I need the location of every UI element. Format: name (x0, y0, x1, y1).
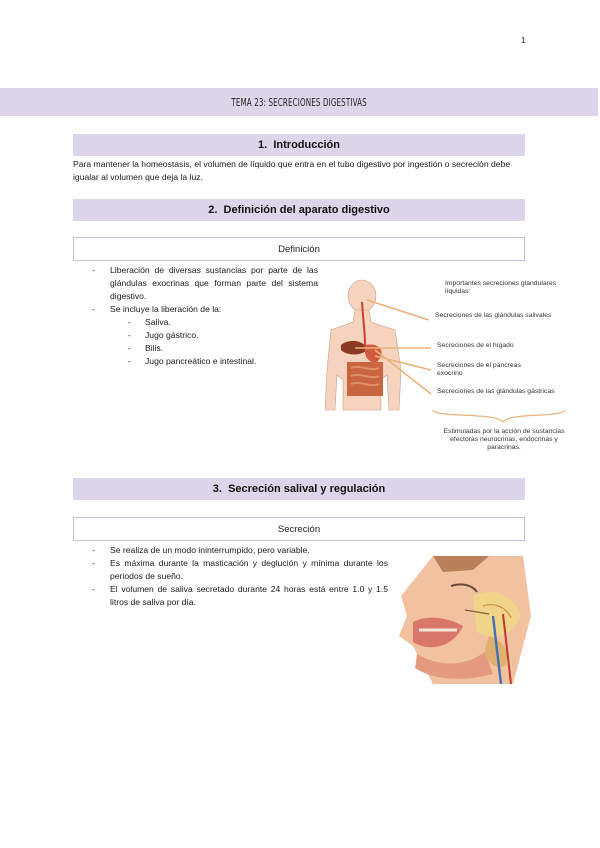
secrecion-list (90, 544, 388, 609)
section-number: 2. (208, 204, 218, 216)
list-item: - Se incluye la liberación de la: (90, 303, 318, 316)
list-item: - El volumen de saliva secretado durante 24 horas está entre 1.0 y 1.5 litros de saliva por día. (90, 583, 388, 609)
section-title: Definición del aparato digestivo (223, 204, 390, 216)
list-item: - Jugo gástrico. (90, 329, 320, 342)
definicion-heading: Definición (278, 243, 320, 255)
section-title: Secreción salival y regulación (228, 483, 386, 495)
document-title-band (0, 88, 598, 116)
section-heading-definicion (73, 199, 525, 221)
definicion-sublist (90, 316, 320, 368)
list-item: - Es máxima durante la masticación y deglución y mínima durante los periodos de sueño. (90, 557, 388, 583)
list-item: - Jugo pancreático e intestinal. (90, 355, 320, 368)
section-number: 3. (212, 483, 222, 495)
digestive-system-figure (325, 270, 570, 465)
section-number: 1. (258, 139, 268, 151)
section-heading-introduccion (73, 134, 525, 156)
intro-paragraph: Para mantener la homeostasis, el volumen de líquido que entra en el tubo digestivo por ingestión o secreción debe igualar al volumen que deja la luz. (73, 159, 511, 182)
figure-label-gastricas: Secreciones de las glándulas gástricas (437, 388, 555, 395)
section-heading-secrecion-salival (73, 478, 525, 500)
figure-label-higado: Secreciones de el hígado (437, 342, 514, 349)
figure-label-pancreas: Secreciones de el páncreas exocrino (437, 362, 521, 377)
definicion-list (90, 264, 318, 316)
list-item: - Se realiza de un modo ininterrumpido, pero variable. (90, 544, 388, 557)
figure-header: Importantes secreciones glandulares líquidas: (445, 280, 557, 295)
salivary-glands-illustration (393, 556, 533, 684)
definicion-heading-box (73, 237, 525, 261)
list-item: - Saliva. (90, 316, 320, 329)
list-item: - Bilis. (90, 342, 320, 355)
document-title: TEMA 23: SECRECIONES DIGESTIVAS (231, 95, 367, 109)
pointer-salivales (367, 300, 429, 320)
secrecion-heading: Secreción (277, 523, 321, 535)
secrecion-heading-box (73, 517, 525, 541)
figure-footer: Estimuladas por la acción de sustancias efectoras neurocrinas, endocrinas y paracrinas. (443, 428, 565, 451)
digestive-system-illustration (325, 270, 570, 465)
salivary-glands-figure (393, 556, 533, 684)
figure-brace (433, 410, 565, 422)
section-title: Introducción (273, 139, 340, 151)
page-number: 1 (521, 36, 526, 45)
list-item: - Liberación de diversas sustancias por parte de las glándulas exocrinas que forman parte del sistema digestivo. (90, 264, 318, 303)
figure-label-salivales: Secreciones de las glándulas salivales (435, 312, 552, 319)
